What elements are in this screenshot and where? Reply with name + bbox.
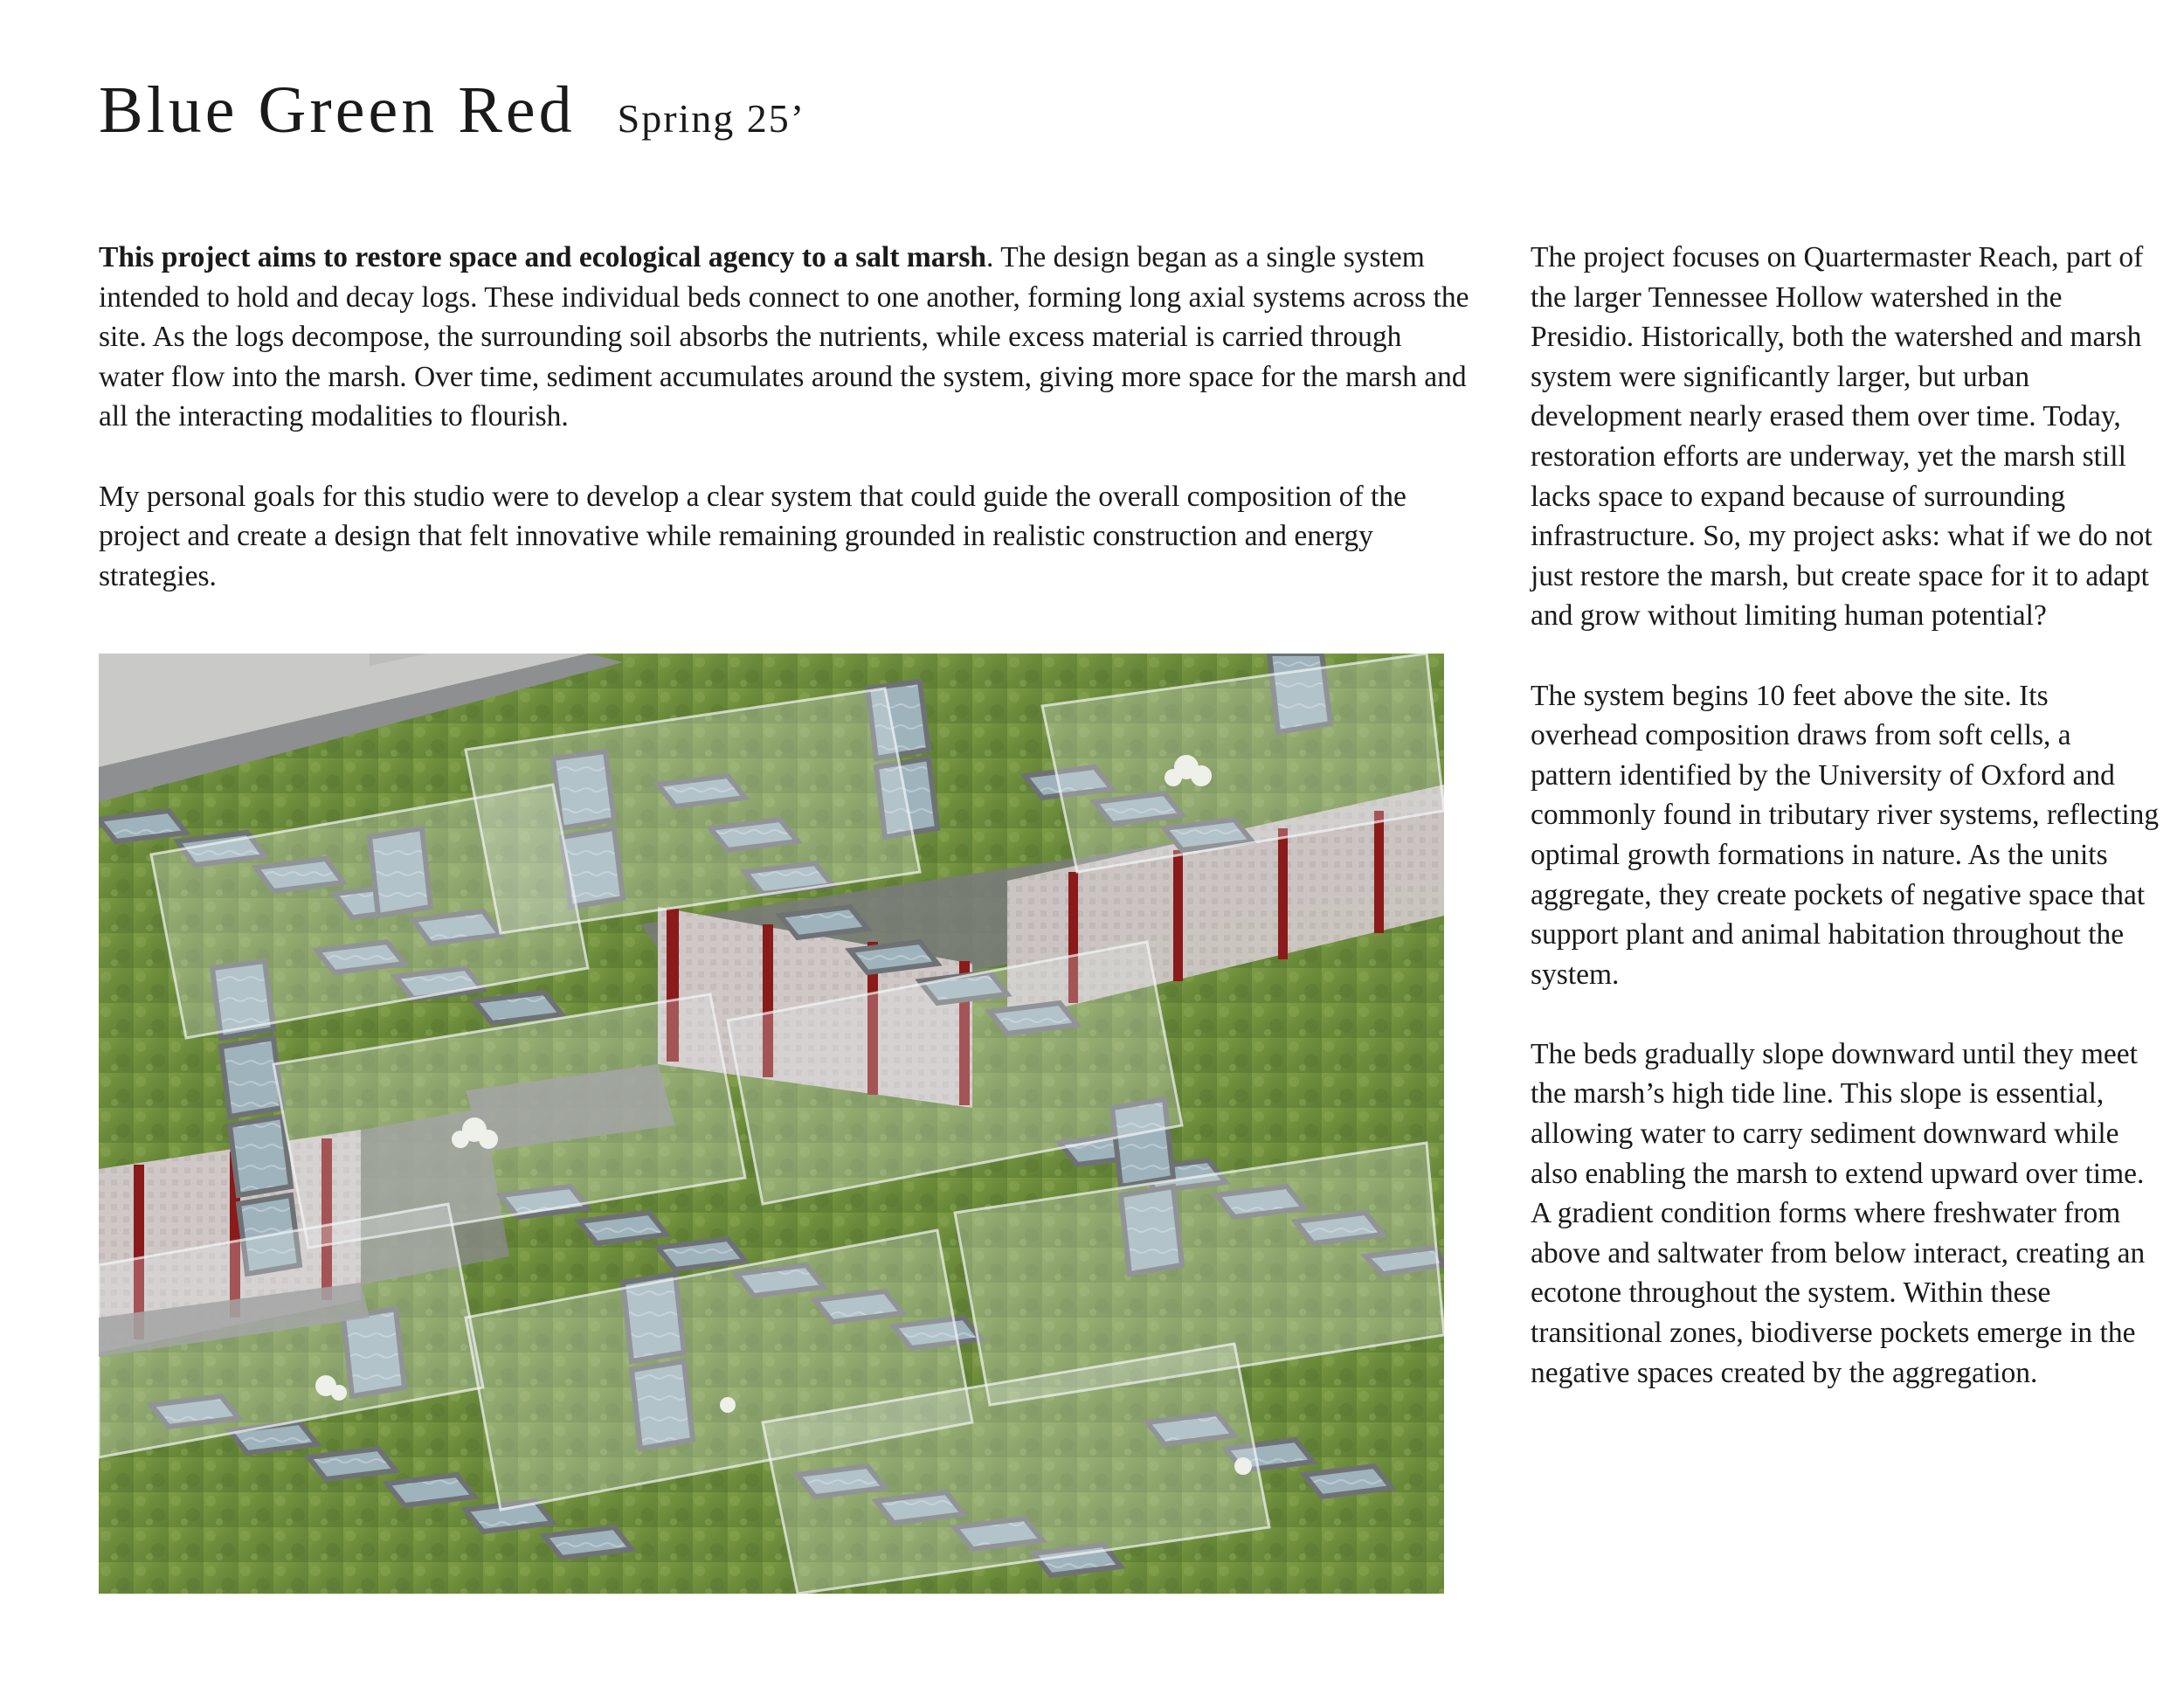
intro-column bbox=[99, 238, 1470, 596]
page-subtitle: Spring 25’ bbox=[617, 96, 806, 141]
description-column bbox=[1531, 238, 2160, 1393]
goals-paragraph: My personal goals for this studio were to develop a clear system that could guide the overall composition of the project and create a design that felt innovative while remaining grounded in realistic construction and energy strategies. bbox=[99, 480, 1406, 592]
intro-lead: This project aims to restore space and ecological agency to a salt marsh bbox=[99, 241, 987, 273]
intro-rest: . The design began as a single system intended to hold and decay logs. These individual beds connect to one another, forming long axial systems across the site. As the logs decompose, the surrounding soil absorbs the nutrients, while excess material is carried through water flow into the marsh. Over time, sediment accumulates around the system, giving more space for the marsh and all the interacting modalities to flourish. bbox=[99, 241, 1469, 433]
slope-paragraph: The beds gradually slope downward until they meet the marsh’s high tide line. This slope is essential, allowing water to carry sediment downward while also enabling the marsh to extend upward over time. A gradient condition forms where freshwater from above and saltwater from below interact, creating an ecotone throughout the system. Within these transitional zones, biodiverse pockets emerge in the negative spaces created by the aggregation. bbox=[1531, 1037, 2146, 1389]
page-title: Blue Green Red bbox=[99, 73, 576, 147]
page-header bbox=[99, 73, 806, 147]
marsh-axonometric-illustration bbox=[99, 654, 1444, 1594]
intro-paragraph bbox=[99, 238, 1470, 437]
system-paragraph: The system begins 10 feet above the site. Its overhead composition draws from soft cells, a pattern identified by the University of Oxford and commonly found in tributary river systems, reflecting optimal growth formations in nature. As the units aggregate, they create pockets of negative space that support plant and animal habitation throughout the system. bbox=[1531, 679, 2160, 991]
project-rendering bbox=[99, 654, 1444, 1594]
site-paragraph: The project focuses on Quartermaster Reach, part of the larger Tennessee Hollow watershed in the Presidio. Historically, both the watershed and marsh system were significantly larger, but urban development nearly erased them over time. Today, restoration efforts are underway, yet the marsh still lacks space to expand because of surrounding infrastructure. So, my project asks: what if we do not just restore the marsh, but create space for it to adapt and grow without limiting human potential? bbox=[1531, 241, 2153, 633]
